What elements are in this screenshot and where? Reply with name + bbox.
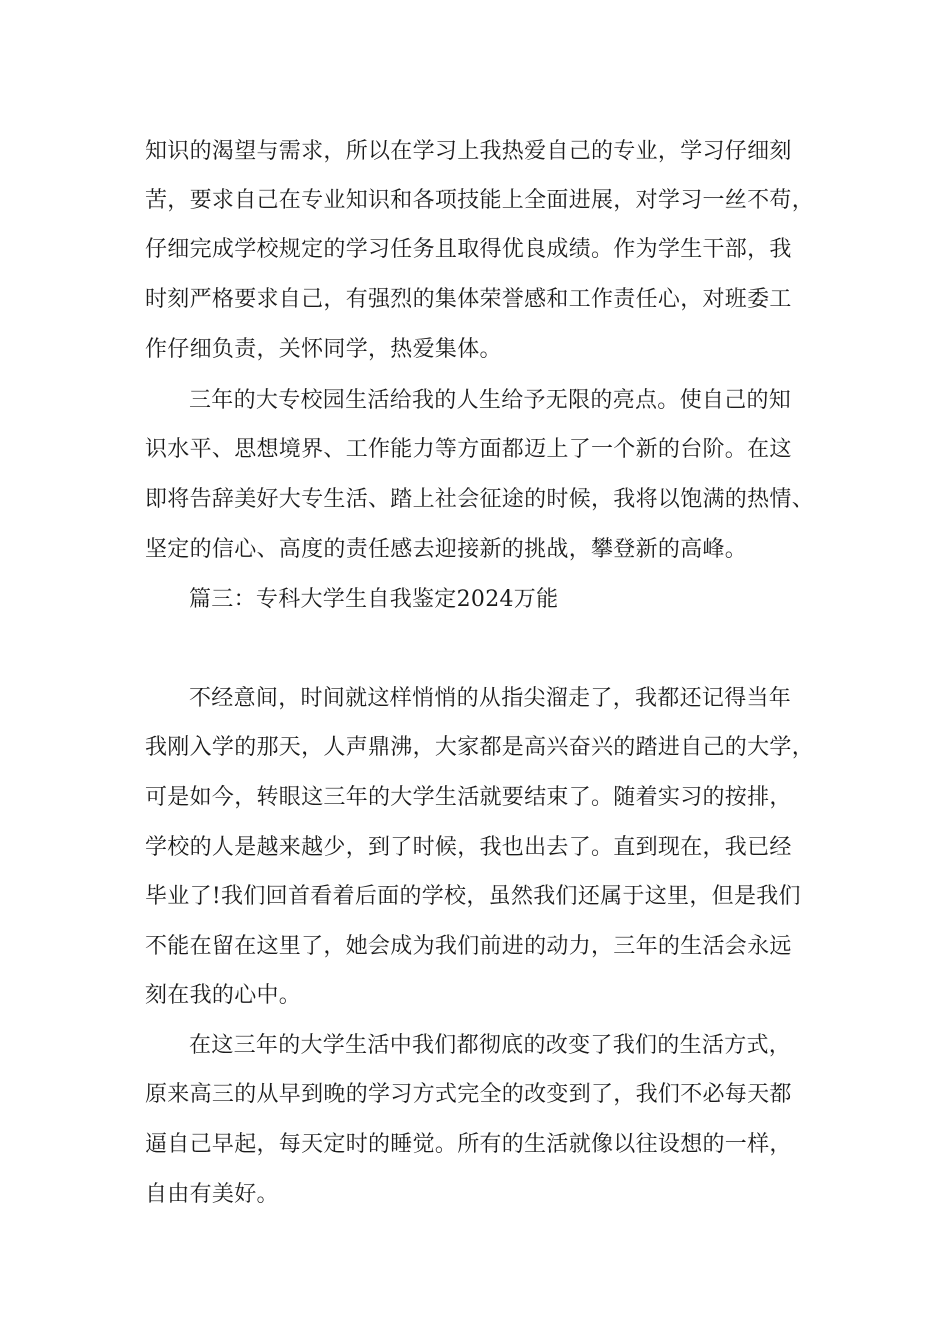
text-line: 作仔细负责，关怀同学，热爱集体。 xyxy=(145,337,502,362)
text-line: 仔细完成学校规定的学习任务且取得优良成绩。作为学生干部，我 xyxy=(145,237,792,262)
text-line: 在这三年的大学生活中我们都彻底的改变了我们的生活方式， xyxy=(189,1033,792,1058)
text-line: 不经意间，时间就这样悄悄的从指尖溜走了，我都还记得当年 xyxy=(189,686,792,711)
text-line: 逼自己早起，每天定时的睡觉。所有的生活就像以往设想的一样， xyxy=(145,1132,792,1157)
text-line: 即将告辞美好大专生活、踏上社会征途的时候，我将以饱满的热情、 xyxy=(145,487,815,512)
text-line: 自由有美好。 xyxy=(145,1182,279,1207)
section-heading: 篇三：专科大学生自我鉴定2024万能 xyxy=(189,587,559,612)
text-line: 不能在留在这里了，她会成为我们前进的动力，三年的生活会永远 xyxy=(145,934,792,959)
text-line: 识水平、思想境界、工作能力等方面都迈上了一个新的台阶。在这 xyxy=(145,437,792,462)
text-line: 知识的渴望与需求，所以在学习上我热爱自己的专业，学习仔细刻 xyxy=(145,139,792,164)
text-line: 可是如今，转眼这三年的大学生活就要结束了。随着实习的按排， xyxy=(145,785,792,810)
text-line: 时刻严格要求自己，有强烈的集体荣誉感和工作责任心，对班委工 xyxy=(145,287,792,312)
text-line: 原来高三的从早到晚的学习方式完全的改变到了，我们不必每天都 xyxy=(145,1082,792,1107)
text-line: 学校的人是越来越少，到了时候，我也出去了。直到现在，我已经 xyxy=(145,835,792,860)
text-line: 刻在我的心中。 xyxy=(145,983,302,1008)
text-line: 我刚入学的那天，人声鼎沸，大家都是高兴奋兴的踏进自己的大学， xyxy=(145,735,815,760)
text-line: 坚定的信心、高度的责任感去迎接新的挑战，攀登新的高峰。 xyxy=(145,537,748,562)
text-line: 苦，要求自己在专业知识和各项技能上全面进展，对学习一丝不苟， xyxy=(145,188,815,213)
text-line: 三年的大专校园生活给我的人生给予无限的亮点。使自己的知 xyxy=(189,388,792,413)
text-line: 毕业了!我们回首看着后面的学校，虽然我们还属于这里，但是我们 xyxy=(145,884,801,909)
